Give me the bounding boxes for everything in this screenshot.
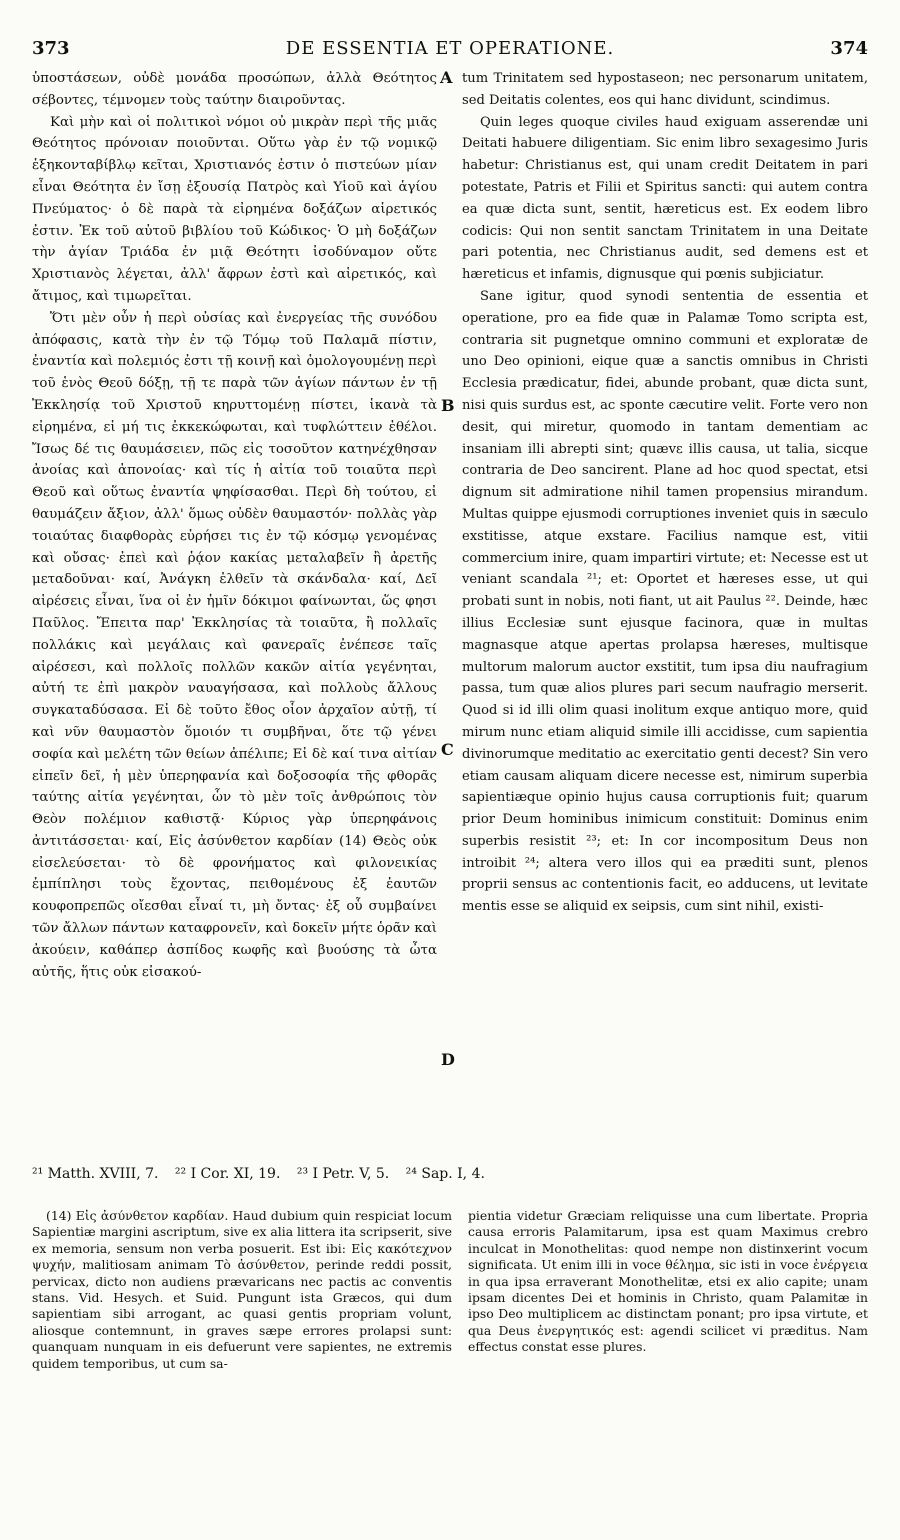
scripture-note: ²¹ Matth. XVIII, 7. (32, 1166, 159, 1182)
section-marker-a: A (440, 68, 453, 87)
running-title: DE ESSENTIA ET OPERATIONE. (285, 38, 615, 59)
page-number-left: 373 (32, 38, 70, 59)
greek-paragraph: ὑποστάσεων, οὐδὲ μονάδα προσώπων, ἀλλὰ Θεότητος σέβοντες, τέμνομεν τοὺς ταύτην διαιροῦντας. (32, 71, 437, 108)
latin-paragraph: Sane igitur, quod synodi sententia de essentia et operatione, pro ea fide quæ in Palamæ Tomo scripta est, contraria sit pugnetque omnino communi et exploratæ de uno Deo opinioni, eique quæ a sanctis omnibus in Christi Ecclesia prædicatur, fidei, abunde probant, quæ dicta sunt, nisi quis surdus est, ac sponte cæcutire velit. Forte vero non desit, qui miretur, quomodo in tantam dementiam ac insaniam illi abrepti sint; quævε illis causa, ut talia, sicque contraria de Deo sancirent. Plane ad hoc quod spectat, etsi dignum sit admiratione nihil tamen propensius mirandum. Multas quippe ejusmodi corruptiones inveniet quis in sæculo exstitisse, atque exstare. Facilius namque est, vitii commercium inire, quam impartiri virtute; et: Necesse est ut veniant scandala ²¹; et: Oportet et hæreses esse, ut qui probati sunt in nobis, noti fiant, ut ait Paulus ²². Deinde, hæc illius Ecclesiæ sunt ejusque facinora, quæ in multas magnasque atque apertas prolapsa hæreses, multisque multorum malorum auctor exstitit, tum ipsa diu naufragium passa, tum quæ alios plures pari secum naufragio merserit. Quod si id illi olim quasi inolitum exque antiquo more, quid mirum nunc etiam aliquid simile illi accidisse, cum sapientia divinorumque meditatio ac exercitatio genti decest? Sin vero etiam causam aliquam dicere necesse est, nimirum superbia sapientiæque opinio hujus causa corruptionis fuit; quarum prior Deum hominibus inimicum constituit: Dominus enim superbis resistit ²³; et: In cor incompositum Deus non introibit ²⁴; altera vero illos qui ea præditi sunt, plenos proprii sensus ac contentionis facit, eo adducens, ut levitate mentis esse se aliquid ex seipsis, cum sint nihil, existi- (462, 288, 868, 915)
scripture-note: ²³ I Petr. V, 5. (296, 1166, 390, 1182)
commentary-paragraph: (14) Εἰς ἀσύνθετον καρδίαν. Haud dubium quin respiciat locum Sapientiæ margini ascriptum, sive ex alia littera ita scripserit, sive ex memoria, sensum non verba posuerit. Est ibi: Εἰς κακότεχνον ψυχήν, malitiosam animam Τὸ ἀσύνθετον, perinde reddi possit, pervicax, dicto non audiens prævaricans nec pactis ac conventis stans. Vid. Hesych. et Suid. Pungunt ista Græcos, qui dum sapientiam sibi arrogant, ac quasi gentis propriam volunt, aliosque contemnunt, in graves sæpe errores prolapsi sunt: quanquam nunquam in eis defuerunt vere sapientes, ne extremis quidem temporibus, ut cum sa- (32, 1208, 452, 1371)
page-number-right: 374 (830, 38, 868, 59)
greek-column (32, 68, 437, 1138)
commentary-paragraph: pientia videtur Græciam reliquisse una cum libertate. Propria causa erroris Palamitarum, ipsa est quam Maximus crebro inculcat in Monothelitas: quod nempe non distinxerint vocum significata. Ut enim illi in voce θέλημα, sic isti in voce ἐνέργεια in qua ipsa erraverant Monothelitæ, etsi ex alio capite; unam ipsam dicentes Dei et hominis in Christo, quam Palamitæ in ipso Deo multiplicem ac distinctam ponant; pro ipsa virtute, et qua Deus ἐνεργητικός est: agendi scilicet vi præditus. Nam effectus constat esse plures. (468, 1208, 868, 1355)
scripture-note: ²² I Cor. XI, 19. (174, 1166, 281, 1182)
section-marker-c: C (441, 740, 454, 759)
latin-column (462, 68, 868, 1138)
greek-paragraph: Ὅτι μὲν οὖν ἡ περὶ οὐσίας καὶ ἐνεργείας τῆς συνόδου ἀπόφασις, κατὰ τὴν ἐν τῷ Τόμῳ τοῦ Παλαμᾶ πίστιν, ἐναντία καὶ πολεμιός ἐστι τῇ κοινῇ καὶ ὁμολογουμένῃ περὶ τοῦ ἑνὸς Θεοῦ δόξῃ, τῇ τε παρὰ τῶν ἁγίων πάντων ἐν τῇ Ἐκκλησίᾳ τοῦ Χριστοῦ κηρυττομένῃ πίστει, ἱκανὰ τὰ εἰρημένα, εἰ μή τις ἐκκεκώφωται, καὶ τυφλώττειν ἐθέλοι. Ἴσως δέ τις θαυμάσειεν, πῶς εἰς τοσοῦτον κατηνέχθησαν ἀνοίας καὶ ἀπονοίας· καὶ τίς ἡ αἰτία τοῦ τοιαῦτα περὶ Θεοῦ καὶ οὕτως ἐναντία ψηφίσασθαι. Περὶ δὴ τούτου, εἰ θαυμάζειν ἄξιον, ἀλλ' ὅμως οὐδὲν θαυμαστόν· πολλὰς γὰρ τοιαύτας διαφθορὰς εὑρήσει τις ἐν τῷ κόσμῳ γενομένας καὶ οὔσας· ἐπεὶ καὶ ῥᾴον κακίας μεταλαβεῖν ἢ ἀρετῆς μεταδοῦναι· καί, Ἀνάγκη ἐλθεῖν τὰ σκάνδαλα· καί, Δεῖ αἱρέσεις εἶναι, ἵνα οἱ ἐν ἡμῖν δόκιμοι φαίνωνται, ὥς φησι Παῦλος. Ἔπειτα παρ' Ἐκκλησίας τὰ τοιαῦτα, ἢ πολλαῖς πολλάκις καὶ μεγάλαις καὶ φανεραῖς ἐνέπεσε ταῖς αἱρέσεσι, καὶ πολλοῖς πολλῶν κακῶν αἰτία γεγένηται, αὐτή τε ἐπὶ μακρὸν ναυαγήσασα, καὶ πολλοὺς ἄλλους συγκαταδύσασα. Εἰ δὲ τοῦτο ἔθος οἷον ἀρχαῖον αὐτῇ, τί καὶ νῦν θαυμαστὸν ὅμοιόν τι συμβῆναι, ὅτε τῷ γένει σοφία καὶ μελέτη τῶν θείων ἀπέλιπε; Εἰ δὲ καί τινα αἰτίαν εἰπεῖν δεῖ, ἡ μὲν ὑπερηφανία καὶ δοξοσοφία τῆς φθορᾶς ταύτης αἰτία γεγένηται, ὧν τὸ μὲν τοῖς ἀνθρώποις τὸν Θεὸν πολέμιον καθιστᾷ· Κύριος γὰρ ὑπερηφάνοις ἀντιτάσσεται· καί, Εἰς ἀσύνθετον καρδίαν (14) Θεὸς οὐκ εἰσελεύσεται· τὸ δὲ φρονήματος καὶ φιλονεικίας ἐμπίπλησι τοὺς ἔχοντας, πειθομένους ἐξ ἑαυτῶν κουφοπρεπῶς οἴεσθαι εἶναί τι, μὴ ὄντας· ἐξ οὗ συμβαίνει τῶν ἄλλων πάντων καταφρονεῖν, καὶ δοκεῖν μήτε ὁρᾶν καὶ ἀκούειν, καθάπερ ἀσπίδος κωφῆς καὶ βυούσης τὰ ὦτα αὐτῆς, ἥτις οὐκ εἰσακού- (32, 310, 437, 980)
scripture-note: ²⁴ Sap. I, 4. (405, 1166, 485, 1182)
commentary-right (468, 1208, 868, 1518)
commentary-left (32, 1208, 452, 1518)
greek-paragraph: Καὶ μὴν καὶ οἱ πολιτικοὶ νόμοι οὐ μικρὰν περὶ τῆς μιᾶς Θεότητος πρόνοιαν ποιοῦνται. Οὕτω γὰρ ἐν τῷ νομικῷ ἑξηκονταβίβλῳ κεῖται, Χριστιανός ἐστιν ὁ πιστεύων μίαν εἶναι Θεότητα ἐν ἴσῃ ἐξουσίᾳ Πατρὸς καὶ Υἱοῦ καὶ ἁγίου Πνεύματος· ὁ δὲ παρὰ τὰ εἰρημένα δοξάζων αἱρετικός ἐστιν. Ἐκ τοῦ αὐτοῦ βιβλίου τοῦ Κώδικος· Ὁ μὴ δοξάζων τὴν ἁγίαν Τριάδα ἐν μιᾷ Θεότητι ἰσοδύναμον οὔτε Χριστιανὸς λέγεται, ἀλλ' ἄφρων ἐστὶ καὶ αἱρετικός, καὶ ἄτιμος, καὶ τιμωρεῖται. (32, 114, 437, 304)
latin-paragraph: tum Trinitatem sed hypostaseon; nec personarum unitatem, sed Deitatis colentes, eos qui hanc dividunt, scindimus. (462, 71, 868, 108)
section-marker-d: D (441, 1050, 455, 1069)
scripture-references (32, 1166, 868, 1182)
page-header (32, 38, 868, 62)
latin-paragraph: Quin leges quoque civiles haud exiguam asserendæ uni Deitati habuere diligentiam. Sic enim libro sexagesimo Juris habetur: Christianus est, qui unam credit Deitatem in pari potestate, Patris et Filii et Spiritus sancti: qui autem contra ea quæ dicta sunt, sentit, hæreticus est. Ex eodem libro codicis: Qui non sentit sanctam Trinitatem in una Deitate pari potentia, nec Christianus audit, sed demens est et hæreticus et infamis, dignusque qui pœnis subjiciatur. (462, 114, 868, 283)
section-marker-b: B (441, 396, 455, 415)
